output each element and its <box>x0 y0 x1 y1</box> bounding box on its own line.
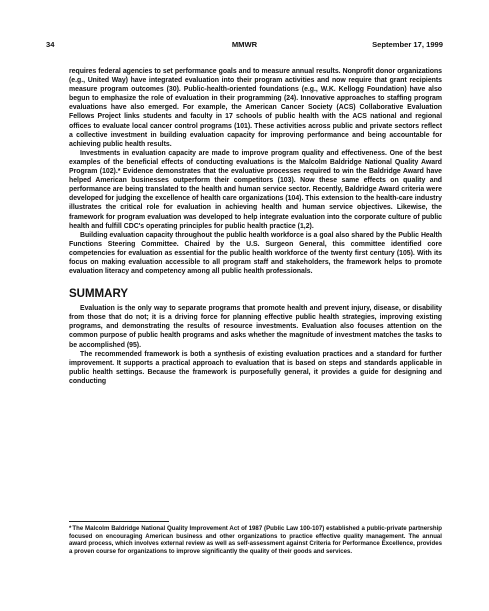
page-number: 34 <box>46 40 55 49</box>
body-text <box>69 67 442 386</box>
footnote-divider <box>69 521 169 522</box>
paragraph-evaluation-capacity: Investments in evaluation capacity are made to improve program quality and effectiveness. One of the best examples of the beneficial effects of conducting evaluations is the Malcolm Baldridge National Quality Award Program (102).* Evidence demonstrates that the evaluative processes required to win the Baldridge Award have helped American businesses outperform their competitors (103). Now these same effects on quality and performance are being translated to the health and human service sector. Recently, Baldridge Award criteria were developed for judging the excellence of health care organizations (104). This extension to the health-care industry illustrates the critical role for evaluation in achieving health and human service objectives. Likewise, the framework for program evaluation was developed to help integrate evaluation into the corporate culture of public health and fulfill CDC's operating principles for public health practice (1,2). <box>69 149 442 230</box>
paragraph-continued: requires federal agencies to set performance goals and to measure annual results. Nonprofit donor organizations (e.g., United Way) have integrated evaluation into their program activities and now require that grant recipients measure program outcomes (30). Public-health-oriented foundations (e.g., W.K. Kellogg Foundation) have also begun to emphasize the role of evaluation in their programming (24). Innovative approaches to staffing program evaluations have also emerged. For example, the American Cancer Society (ACS) Collaborative Evaluation Fellows Project links students and faculty in 17 schools of public health with the ACS national and regional offices to evaluate local cancer control programs (101). These activities across public and private sectors reflect a collective investment in building evaluation capacity for improving performance and being accountable for achieving public health results. <box>69 68 442 148</box>
footnote <box>69 525 442 555</box>
footnote-mark: * <box>69 525 72 532</box>
summary-paragraph: Evaluation is the only way to separate programs that promote health and prevent injury, disease, or disability from those that do not; it is a driving force for planning effective public health strategies, improving existing programs, and demonstrating the results of resource investments. Evaluation also focuses attention on the common purpose of public health programs and asks whether the magnitude of investment matches the tasks to be accomplished (95). <box>69 305 442 349</box>
issue-date: September 17, 1999 <box>372 40 443 49</box>
paragraph-workforce: Building evaluation capacity throughout the public health workforce is a goal also shared by the Public Health Functions Steering Committee. Chaired by the U.S. Surgeon General, this committee identified core competencies for evaluation as essential for the public health workforce of the twenty first century (105). With its focus on making evaluation accessible to all program staff and stakeholders, the framework helps to promote evaluation literacy and competency among all public health professionals. <box>69 231 442 276</box>
section-heading-summary: SUMMARY <box>69 288 128 301</box>
footnote-text: The Malcolm Baldridge National Quality Improvement Act of 1987 (Public Law 100-107) established a public-private partnership focused on encouraging American business and other organizations to practice effective quality management. The annual award process, which involves external review as well as self-assessment against Criteria for Performance Excellence, provides a proven course for organizations to improve significantly the quality of their goods and services. <box>69 525 442 555</box>
running-header <box>46 40 443 49</box>
publication-title: MMWR <box>231 40 258 49</box>
summary-paragraph: The recommended framework is both a synthesis of existing evaluation practices and a standard for further improvement. It supports a practical approach to evaluation that is based on steps and standards applicable in public health settings. Because the framework is purposefully general, it provides a guide for designing and conducting <box>69 350 442 385</box>
